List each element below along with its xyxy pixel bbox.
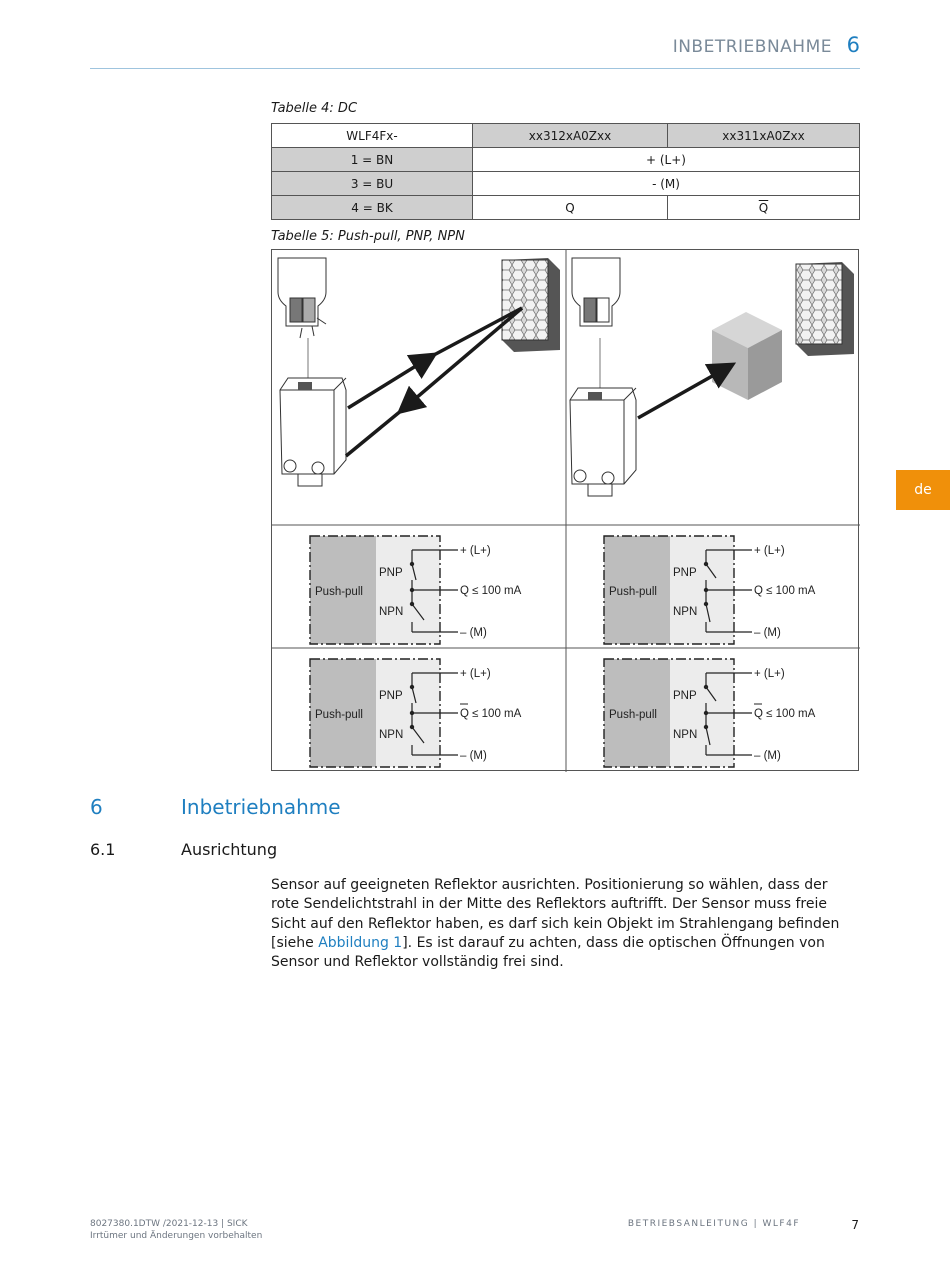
illustration-left (278, 258, 560, 486)
table-header-cell: xx311xA0Zxx (668, 124, 860, 148)
minus-label: – (M) (460, 750, 487, 762)
header-title: INBETRIEBNAHME (672, 37, 832, 57)
minus-label: – (M) (754, 627, 781, 639)
table5-caption: Tabelle 5: Push-pull, PNP, NPN (271, 229, 465, 244)
switch-contact (704, 588, 708, 592)
body-text: Sensor auf geeigneten Reflektor ausrichten. Positionierung so wählen, dass der rote Sendelichtstrahl in der Mitte des Reflektors auftrifft. Der Sensor muss freie Sicht auf den Reflektor haben, es darf sich kein Objekt im Strahlengang befinden [siehe (271, 877, 840, 951)
pnp-label: PNP (379, 567, 403, 579)
switch-contact (704, 602, 708, 606)
page-number: 7 (851, 1218, 859, 1232)
subsection-title: Ausrichtung (181, 840, 278, 859)
dc-table (271, 123, 860, 220)
npn-label: NPN (379, 729, 404, 741)
plus-label: + (L+) (460, 545, 491, 557)
table-header-cell: WLF4Fx- (272, 124, 473, 148)
header-rule (90, 68, 860, 69)
table-cell: Q (473, 196, 668, 220)
plus-label: + (L+) (754, 545, 785, 557)
language-tab-de[interactable]: de (896, 470, 950, 510)
section-title: Inbetriebnahme (181, 795, 341, 819)
reflector-icon (502, 258, 560, 352)
push-pull-label: Push-pull (609, 586, 657, 598)
switch-contact (704, 711, 708, 715)
table-cell-pin: 1 = BN (272, 148, 473, 172)
npn-label: NPN (379, 606, 404, 618)
minus-label: – (M) (460, 627, 487, 639)
plus-label: + (L+) (460, 668, 491, 680)
switch-contact (410, 685, 414, 689)
footer-doc-id: 8027380.1DTW /2021-12-13 | SICK (90, 1219, 248, 1229)
footer-left (90, 1218, 262, 1242)
plus-label: + (L+) (754, 668, 785, 680)
output-label: Q ≤ 100 mA (754, 585, 816, 597)
table-cell: + (L+) (473, 148, 860, 172)
circuit-diagram (310, 659, 522, 767)
illustration-right (570, 258, 854, 496)
output-label: Q ≤ 100 mA (754, 708, 816, 720)
switch-contact (410, 725, 414, 729)
circuit-diagram (604, 536, 816, 644)
q-inverted: $\overline{Q}$ (758, 200, 769, 215)
npn-label: NPN (673, 729, 698, 741)
table-cell: - (M) (473, 172, 860, 196)
switch-contact (410, 588, 414, 592)
table-row (272, 196, 860, 220)
table-cell (668, 196, 860, 220)
footer-disclaimer: Irrtümer und Änderungen vorbehalten (90, 1231, 263, 1241)
switch-contact (704, 685, 708, 689)
pnp-label: PNP (673, 690, 697, 702)
minus-label: – (M) (754, 750, 781, 762)
switch-contact (704, 725, 708, 729)
table4-caption: Tabelle 4: DC (271, 101, 358, 116)
table-row (272, 148, 860, 172)
pnp-label: PNP (673, 567, 697, 579)
pnp-label: PNP (379, 690, 403, 702)
footer-doc-title: BETRIEBSANLEITUNG | WLF4F (627, 1219, 800, 1229)
table-row (272, 172, 860, 196)
push-pull-label: Push-pull (315, 586, 363, 598)
table-header-row (272, 124, 860, 148)
push-pull-label: Push-pull (609, 709, 657, 721)
body-paragraph (271, 876, 851, 972)
circuit-diagram (310, 536, 522, 644)
switch-contact (410, 602, 414, 606)
table-cell-pin: 3 = BU (272, 172, 473, 196)
push-pull-label: Push-pull (315, 709, 363, 721)
table-cell-pin: 4 = BK (272, 196, 473, 220)
switch-contact (410, 562, 414, 566)
body-text: ]. Es ist darauf zu achten, dass die optischen Öffnungen von Sensor und Reflektor vollständig frei sind. (271, 934, 825, 971)
switch-contact (704, 562, 708, 566)
object-box-icon (712, 312, 782, 400)
output-label: Q ≤ 100 mA (460, 708, 522, 720)
push-pull-figure (271, 249, 859, 771)
switch-contact (410, 711, 414, 715)
circuit-diagram (604, 659, 816, 767)
subsection-number: 6.1 (90, 840, 116, 859)
npn-label: NPN (673, 606, 698, 618)
header-chapter-number: 6 (846, 33, 860, 57)
figure-link[interactable]: Abbildung 1 (318, 934, 403, 951)
table-header-cell: xx312xA0Zxx (473, 124, 668, 148)
section-number: 6 (90, 795, 103, 819)
reflector-icon (796, 262, 854, 356)
output-label: Q ≤ 100 mA (460, 585, 522, 597)
